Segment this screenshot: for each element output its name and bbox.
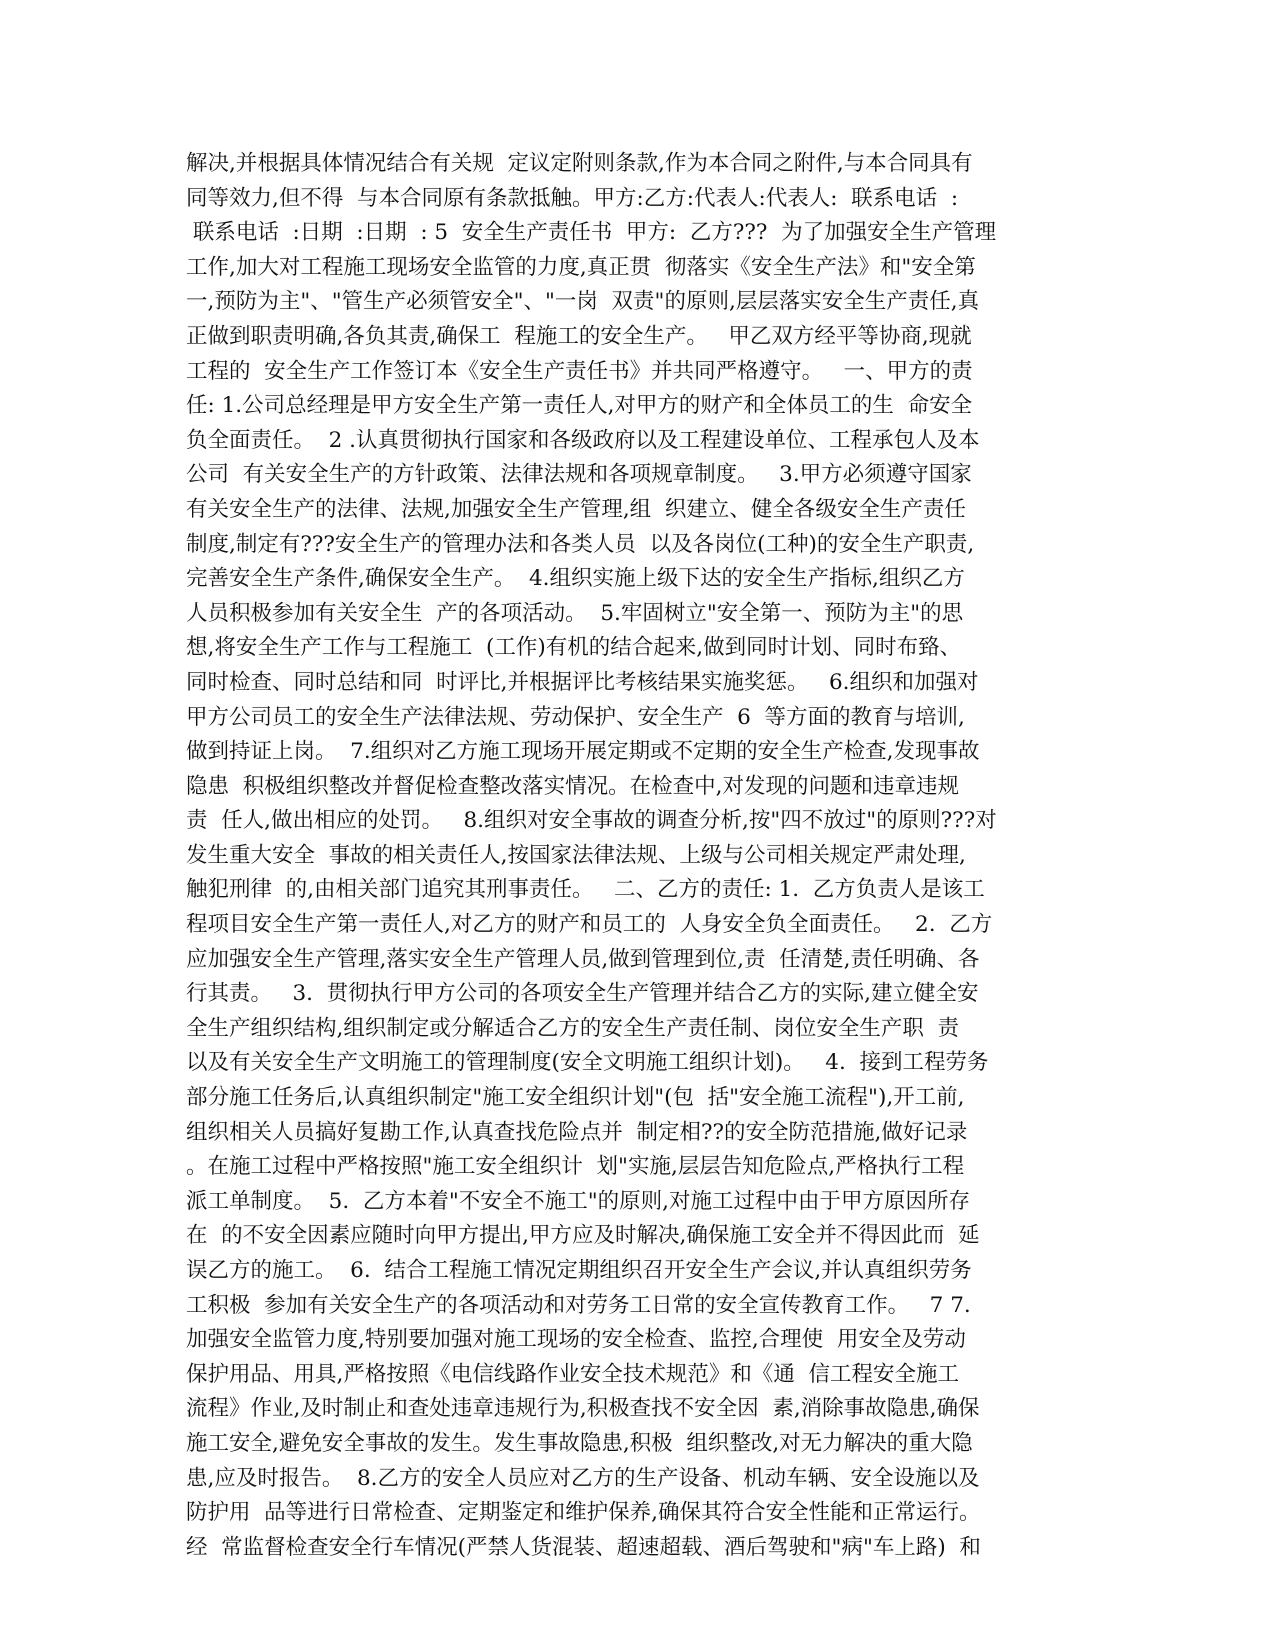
text-line: 应加强安全生产管理,落实安全生产管理人员,做到管理到位,责 任清楚,责任明确、各 (186, 946, 980, 972)
text-line: 流程》作业,及时制止和查处违章违规行为,积极查找不安全因 素,消除事故隐患,确保 (186, 1396, 980, 1422)
text-line: 患,应及时报告。 8.乙方的安全人员应对乙方的生产设备、机动车辆、安全设施以及 (186, 1465, 980, 1491)
text-line: 工积极 参加有关安全生产的各项活动和对劳务工日常的安全宣传教育工作。 7 7. (186, 1292, 971, 1318)
text-line: 解决,并根据具体情况结合有关规 定议定附则条款,作为本合同之附件,与本合同具有 (186, 151, 973, 176)
text-line: 施工安全,避免安全事故的发生。发生事故隐患,积极 组织整改,对无力解决的重大隐 (186, 1430, 973, 1456)
text-line: 防护用 品等进行日常检查、定期鉴定和维护保养,确保其符合安全性能和正常运行。 (186, 1500, 981, 1526)
text-line: 派工单制度。 5. 乙方本着"不安全不施工"的原则,对施工过程中由于甲方原因所存 (186, 1188, 970, 1214)
text-line: 全生产组织结构,组织制定或分解适合乙方的安全生产责任制、岗位安全生产职 责 (186, 1015, 960, 1041)
text-line: 负全面责任。 2 .认真贯彻执行国家和各级政府以及工程建设单位、工程承包人及本 (186, 427, 980, 453)
text-line: 误乙方的施工。 6. 结合工程施工情况定期组织召开安全生产会议,并认真组织劳务 (186, 1258, 972, 1283)
text-line: 甲方公司员工的安全生产法律法规、劳动保护、安全生产 6 等方面的教育与培训, (186, 704, 965, 730)
text-line: 经 常监督检查安全行车情况(严禁人货混装、超速超载、酒后驾驶和"病"车上路) 和 (186, 1534, 981, 1560)
text-line: 做到持证上岗。 7.组织对乙方施工现场开展定期或不定期的安全生产检查,发现事故 (186, 739, 980, 765)
text-line: 部分施工任务后,认真组织制定"施工安全组织计划"(包 括"安全施工流程"),开工前, (186, 1085, 965, 1111)
text-line: 正做到职责明确,各负其责,确保工 程施工的安全生产。 甲乙双方经平等协商,现就 (186, 323, 972, 349)
text-line: 想,将安全生产工作与工程施工 (工作)有机的结合起来,做到同时计划、同时布臵、 (186, 635, 962, 661)
text-line: 隐患 积极组织整改并督促检查整改落实情况。在检查中,对发现的问题和违章违规 (186, 773, 960, 799)
text-line: 工程的 安全生产工作签订本《安全生产责任书》并共同严格遵守。 一、甲方的责 (186, 358, 973, 384)
text-line: 制度,制定有???安全生产的管理办法和各类人员 以及各岗位(工种)的安全生产职责, (186, 531, 975, 557)
text-line: 保护用品、用具,严格按照《电信线路作业安全技术规范》和《通 信工程安全施工 (186, 1361, 960, 1387)
text-line: 以及有关安全生产文明施工的管理制度(安全文明施工组织计划)。 4. 接到工程劳务 (186, 1050, 989, 1076)
text-line: 公司 有关安全生产的方针政策、法律法规和各项规章制度。 3.甲方必须遵守国家 (186, 462, 972, 488)
text-line: 联系电话 :日期 :日期 : 5 安全生产责任书 甲方: 乙方??? 为了加强安全生产管理 (186, 220, 997, 246)
text-line: 责 任人,做出相应的处罚。 8.组织对安全事故的调查分析,按"四不放过"的原则???对 (186, 808, 997, 834)
text-line: 加强安全监管力度,特别要加强对施工现场的安全检查、监控,合理使 用安全及劳动 (186, 1327, 966, 1353)
text-line: 有关安全生产的法律、法规,加强安全生产管理,组 织建立、健全各级安全生产责任 (186, 496, 966, 522)
text-line: 触犯刑律 的,由相关部门追究其刑事责任。 二、乙方的责任: 1. 乙方负责人是该工 (186, 877, 985, 903)
document-body (186, 147, 1086, 1565)
text-line: 行其责。 3. 贯彻执行甲方公司的各项安全生产管理并结合乙方的实际,建立健全安 (186, 981, 979, 1007)
text-line: 同时检查、同时总结和同 时评比,并根据评比考核结果实施奖惩。 6.组织和加强对 (186, 669, 979, 695)
text-line: 组织相关人员搞好复勘工作,认真查找危险点并 制定相??的安全防范措施,做好记录 (186, 1119, 968, 1145)
text-line: 程项目安全生产第一责任人,对乙方的财产和员工的 人身安全负全面责任。 2. 乙方 (186, 912, 993, 938)
text-line: 人员积极参加有关安全生 产的各项活动。 5.牢固树立"安全第一、预防为主"的思 (186, 600, 964, 626)
text-line: 发生重大安全 事故的相关责任人,按国家法律法规、上级与公司相关规定严肃处理, (186, 842, 966, 868)
text-line: 同等效力,但不得 与本合同原有条款抵触。甲方:乙方:代表人:代表人: 联系电话 : (186, 185, 959, 211)
text-line: 一,预防为主"、"管生产必须管安全"、"一岗 双责"的原则,层层落实安全生产责任,真 (186, 289, 980, 315)
text-line: 任: 1.公司总经理是甲方安全生产第一责任人,对甲方的财产和全体员工的生 命安全 (186, 393, 973, 419)
text-line: 。在施工过程中严格按照"施工安全组织计 划"实施,层层告知危险点,严格执行工程 (186, 1154, 965, 1180)
text-line: 工作,加大对工程施工现场安全监管的力度,真正贯 彻落实《安全生产法》和"安全第 (186, 254, 976, 280)
text-line: 在 的不安全因素应随时向甲方提出,甲方应及时解决,确保施工安全并不得因此而 延 (186, 1223, 980, 1249)
text-line: 完善安全生产条件,确保安全生产。 4.组织实施上级下达的安全生产指标,组织乙方 (186, 566, 965, 592)
